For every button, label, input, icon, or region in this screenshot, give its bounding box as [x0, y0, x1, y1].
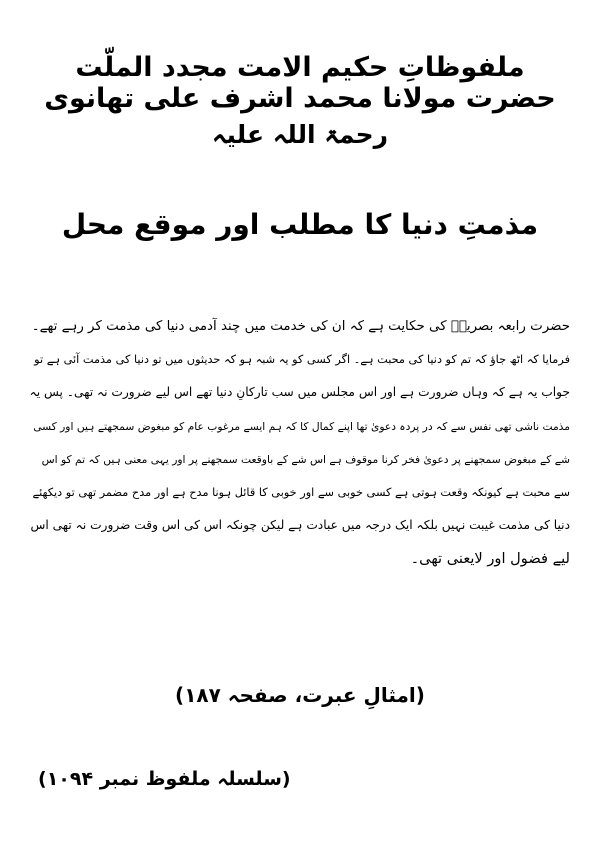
subtitle: مذمتِ دنیا کا مطلب اور موقع محل: [61, 208, 539, 241]
body-paragraph: [30, 310, 570, 576]
body-line: مذمت ناشی تھی نفس سے کہ در پردہ دعویٰ تھا اپنے کمال کا کہ ہم ایسے مرغوب عام کو مبغوض سمجھتے ہیں اور کسی: [33, 419, 570, 433]
body-line: دنیا کی مذمت غیبت نہیں بلکہ ایک درجہ میں عبادت ہے لیکن چونکہ اس کی اس وقت ضرورت نہ تھی اس: [30, 518, 570, 533]
body-line: لیے فضول اور لایعنی تھی۔: [410, 550, 570, 568]
body-line: فرمایا کہ اٹھ جاؤ کہ تم کو دنیا کی محبت ہے۔ اگر کسی کو یہ شبہ ہو کہ حدیثوں میں تو دنیا کی مذمت آئی ہے تو: [34, 353, 570, 367]
title-line-1: ملفوظاتِ حکیم الامت مجدد الملّت حضرت مولانا محمد اشرف علی تھانوی: [44, 52, 556, 114]
body-line: شے کے مبغوض سمجھنے پر دعویٰ فخر کرنا موقوف ہے اس شے کے باوقعت سمجھنے پر اور یہی معنی ہیں کہ تم کو اس: [41, 452, 570, 466]
series-number: (سلسلہ ملفوظ نمبر ۱۰۹۴): [38, 768, 291, 790]
body-line: سے محبت ہے کیونکہ وقعت ہوتی ہے کسی خوبی سے اور خوبی کا قائل ہونا مدح ہے اور مدح مضمر تھی تو دیکھئے: [32, 486, 570, 500]
reference-citation: (امثالِ عبرت، صفحہ ۱۸۷): [175, 683, 425, 707]
title-line-2: رحمۃ اللہ علیہ: [211, 120, 389, 149]
body-line: جواب یہ ہے کہ وہاں ضرورت ہے اور اس مجلس میں سب تارکانِ دنیا تھے اس لیے ضرورت نہ تھی۔ پس یہ: [30, 385, 570, 400]
body-line: حضرت رابعہ بصریہؒ کی حکایت ہے کہ ان کی خدمت میں چند آدمی دنیا کی مذمت کر رہے تھے۔: [31, 319, 570, 334]
